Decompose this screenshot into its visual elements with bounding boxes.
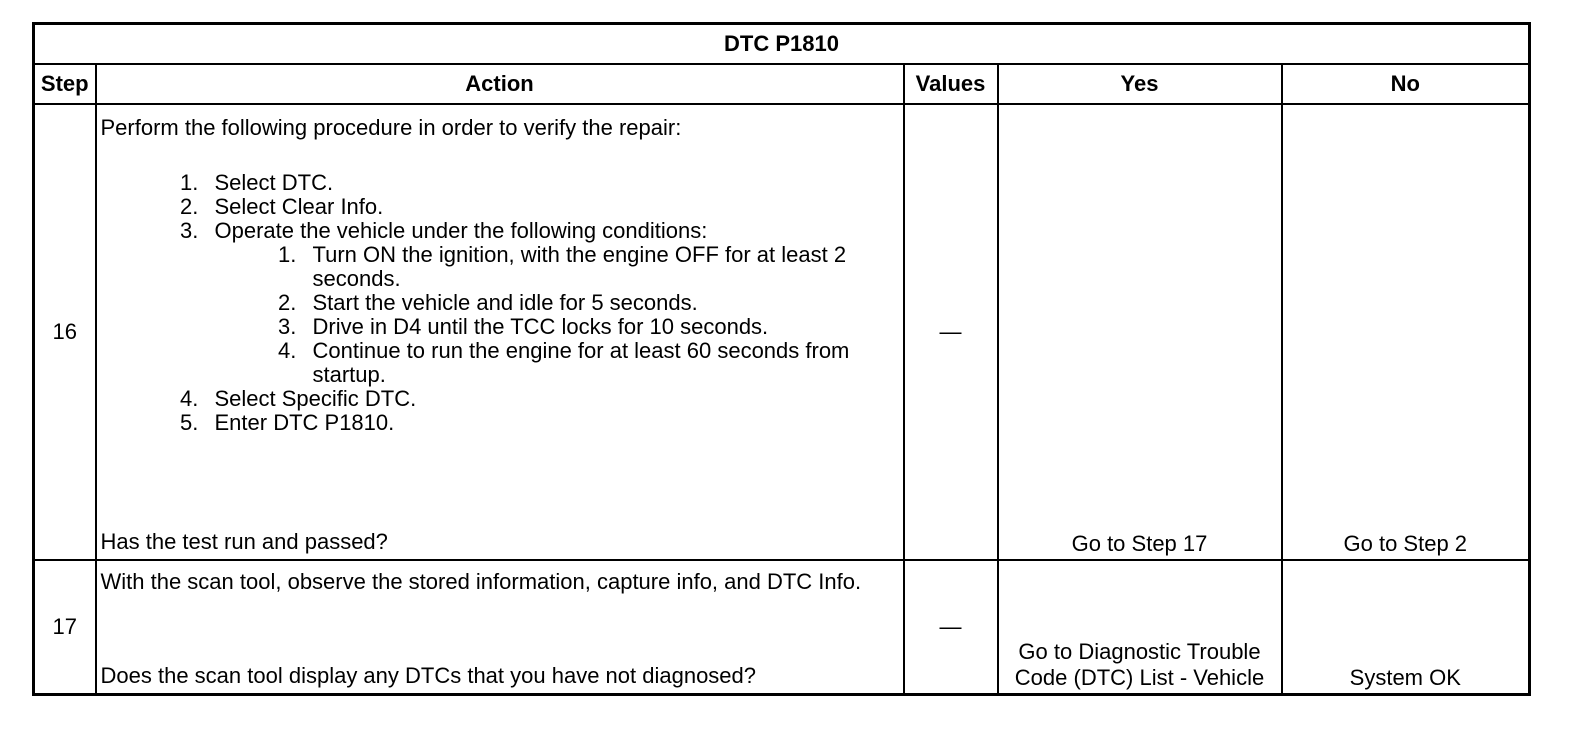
conditions-list — [215, 243, 901, 387]
header-row — [34, 64, 1530, 104]
list-item: 4. Continue to run the engine for at least 60 seconds from startup. — [303, 339, 901, 387]
action-cell — [96, 104, 904, 560]
list-item: 2. Start the vehicle and idle for 5 seconds. — [303, 291, 901, 315]
yes-cell: Go to Step 17 — [998, 104, 1282, 560]
no-cell: System OK — [1282, 560, 1530, 695]
list-item: 1. Turn ON the ignition, with the engine OFF for at least 2 seconds. — [303, 243, 901, 291]
table-row-step-16 — [34, 104, 1530, 560]
procedure-list — [101, 171, 901, 435]
header-action: Action — [96, 64, 904, 104]
diagnostic-table — [32, 22, 1531, 696]
header-values: Values — [904, 64, 998, 104]
list-item: 2. Select Clear Info. — [205, 195, 901, 219]
values-cell: — — [904, 104, 998, 560]
no-cell: Go to Step 2 — [1282, 104, 1530, 560]
header-no: No — [1282, 64, 1530, 104]
list-item: 5. Enter DTC P1810. — [205, 411, 901, 435]
header-yes: Yes — [998, 64, 1282, 104]
step-number: 17 — [34, 560, 96, 695]
step-number: 16 — [34, 104, 96, 560]
action-cell — [96, 560, 904, 695]
table-title: DTC P1810 — [34, 24, 1530, 65]
list-item: 4. Select Specific DTC. — [205, 387, 901, 411]
list-item — [205, 219, 901, 387]
values-cell: — — [904, 560, 998, 695]
list-item: 1. Select DTC. — [205, 171, 901, 195]
action-intro: Perform the following procedure in order to verify the repair: — [100, 115, 682, 140]
yes-cell — [998, 560, 1282, 695]
table-row-step-17 — [34, 560, 1530, 695]
list-item-text: Operate the vehicle under the following conditions: — [214, 218, 708, 243]
action-question: Does the scan tool display any DTCs that you have not diagnosed? — [100, 663, 757, 688]
header-step: Step — [34, 64, 96, 104]
action-observation: With the scan tool, observe the stored information, capture info, and DTC Info. — [100, 569, 862, 594]
action-question: Has the test run and passed? — [100, 529, 388, 554]
yes-text: Go to Diagnostic Trouble Code (DTC) List - Vehicle — [1014, 639, 1265, 690]
list-item: 3. Drive in D4 until the TCC locks for 10 seconds. — [303, 315, 901, 339]
